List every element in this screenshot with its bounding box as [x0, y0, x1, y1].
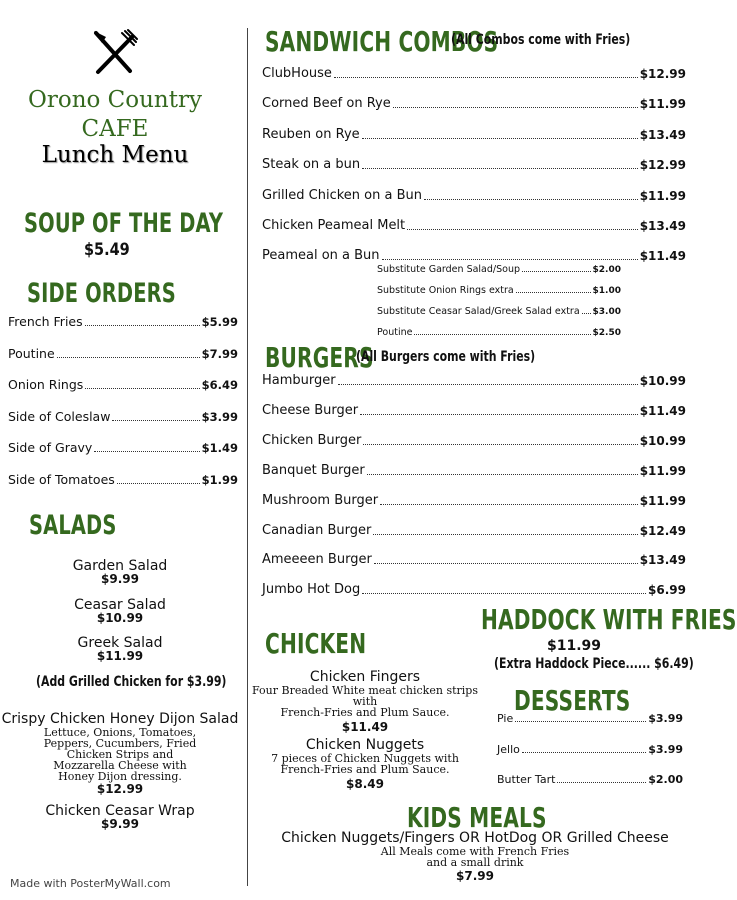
- chicken-item-desc: Four Breaded White meat chicken strips with French-Fries and Plum Sauce.: [252, 684, 478, 719]
- item-name: Butter Tart: [497, 773, 556, 786]
- item-price: $1.49: [201, 441, 238, 455]
- dot-leader: [522, 752, 646, 753]
- dot-leader: [112, 420, 199, 421]
- substitution-row: [377, 327, 621, 338]
- item-price: $13.49: [639, 553, 686, 568]
- item-name: Mushroom Burger: [262, 492, 379, 508]
- sandwich-row: [262, 66, 686, 81]
- chicken-nuggets: [250, 737, 480, 791]
- salad-item: [20, 558, 220, 586]
- item-price: $11.49: [639, 249, 686, 264]
- item-name: Substitute Onion Rings extra: [377, 285, 514, 296]
- item-name: Side of Tomatoes: [8, 471, 115, 487]
- item-price: $3.99: [648, 742, 683, 756]
- item-name: ClubHouse: [262, 66, 332, 81]
- item-price: $3.00: [592, 307, 621, 317]
- footer-credit: Made with PosterMyWall.com: [10, 877, 171, 890]
- item-price: $13.49: [639, 219, 686, 233]
- dot-leader: [338, 384, 638, 385]
- side-orders-heading: SIDE ORDERS: [27, 278, 176, 309]
- dessert-row: [497, 712, 683, 725]
- burger-row: [262, 403, 686, 418]
- sandwich-row: [262, 127, 686, 142]
- chicken-item-price: $11.49: [341, 720, 389, 734]
- dot-leader: [373, 534, 637, 535]
- item-price: $10.99: [639, 374, 686, 388]
- dot-leader: [362, 138, 638, 139]
- chicken-item-name: Chicken Fingers: [309, 669, 421, 685]
- dot-leader: [407, 229, 638, 230]
- side-order-row: [8, 409, 238, 424]
- burger-row: [262, 373, 686, 388]
- item-price: $2.00: [648, 773, 683, 786]
- item-name: Onion Rings: [8, 377, 84, 392]
- kids-meals-heading: KIDS MEALS: [407, 801, 547, 834]
- sandwich-row: [262, 157, 686, 172]
- dot-leader: [85, 325, 200, 326]
- sandwich-row: [262, 96, 686, 111]
- item-price: $2.50: [592, 328, 621, 338]
- item-name: Hamburger: [262, 373, 336, 388]
- burger-row: [262, 552, 686, 567]
- salads-heading: SALADS: [29, 510, 117, 541]
- cafe-name-line1: Orono Country: [28, 87, 202, 113]
- sandwich-combos-heading: SANDWICH COMBOS: [265, 25, 499, 58]
- sandwich-row: [262, 218, 686, 233]
- wrap-name: Chicken Ceasar Wrap: [45, 803, 195, 819]
- item-price: $12.99: [639, 67, 686, 81]
- desserts-heading: DESSERTS: [514, 684, 631, 717]
- item-name: Jumbo Hot Dog: [262, 582, 361, 598]
- kids-meals-price: $7.99: [456, 869, 494, 883]
- substitution-row: [377, 264, 621, 275]
- burgers-heading: BURGERS: [265, 341, 374, 374]
- dot-leader: [382, 259, 638, 260]
- burger-row: [262, 493, 686, 508]
- dot-leader: [424, 199, 638, 200]
- kids-meals-block: [260, 830, 690, 883]
- dot-leader: [557, 782, 646, 783]
- dot-leader: [516, 292, 591, 293]
- salad-item: [20, 597, 220, 625]
- chicken-heading: CHICKEN: [265, 627, 367, 660]
- wrap-price: $9.99: [101, 817, 139, 831]
- item-price: $13.49: [639, 127, 686, 142]
- dot-leader: [374, 563, 638, 564]
- dot-leader: [57, 357, 200, 358]
- kids-meals-title: Chicken Nuggets/Fingers OR HotDog OR Grilled Cheese: [281, 830, 669, 846]
- haddock-extra: (Extra Haddock Piece...... $6.49): [494, 656, 694, 672]
- item-price: $11.99: [639, 493, 686, 508]
- item-price: $7.99: [201, 346, 238, 361]
- sandwich-row: [262, 188, 686, 203]
- ceasar-wrap: [0, 803, 240, 831]
- item-price: $10.99: [639, 433, 686, 448]
- column-divider: [247, 28, 248, 886]
- salad-addon-note: (Add Grilled Chicken for $3.99): [36, 674, 227, 690]
- dot-leader: [363, 444, 637, 445]
- haddock-heading: HADDOCK WITH FRIES: [481, 603, 737, 636]
- sandwich-combos-note: (All Combos come with Fries): [451, 32, 631, 48]
- item-price: $3.99: [648, 712, 683, 725]
- dessert-row: [497, 743, 683, 756]
- item-price: $1.00: [592, 286, 621, 296]
- item-name: Reuben on Rye: [262, 126, 360, 142]
- item-name: Canadian Burger: [262, 522, 372, 538]
- item-price: $11.99: [639, 463, 686, 478]
- side-order-row: [8, 377, 238, 392]
- soup-price: $5.49: [84, 240, 130, 260]
- item-price: $2.00: [592, 265, 621, 275]
- dot-leader: [334, 77, 638, 78]
- burger-row: [262, 433, 686, 448]
- dot-leader: [362, 593, 646, 594]
- item-name: Jello: [497, 742, 520, 756]
- side-order-row: [8, 314, 238, 329]
- kids-meals-desc: All Meals come with French Fries and a small drink: [380, 845, 570, 869]
- substitution-row: [377, 285, 621, 296]
- item-name: Cheese Burger: [262, 402, 359, 418]
- item-name: Side of Coleslaw: [8, 408, 111, 424]
- item-name: Steak on a bun: [262, 157, 361, 173]
- item-name: Peameal on a Bun: [262, 248, 380, 264]
- item-name: Poutine: [377, 327, 413, 338]
- honey-dijon-salad: [0, 711, 240, 796]
- dot-leader: [522, 271, 591, 272]
- dot-leader: [380, 504, 638, 505]
- salad-price: $11.99: [96, 649, 144, 663]
- chicken-fingers: [250, 669, 480, 734]
- cafe-name-line2: CAFE: [81, 116, 149, 142]
- menu-subtitle: Lunch Menu: [41, 142, 189, 168]
- item-price: $12.99: [639, 158, 686, 173]
- burger-row: [262, 523, 686, 538]
- chicken-item-name: Chicken Nuggets: [305, 737, 425, 753]
- item-price: $6.99: [648, 583, 686, 598]
- side-order-row: [8, 472, 238, 487]
- item-price: $5.99: [201, 315, 238, 329]
- fork-knife-icon: [92, 29, 138, 75]
- side-order-row: [8, 346, 238, 361]
- salad-price: $9.99: [101, 572, 139, 586]
- item-name: Substitute Ceasar Salad/Greek Salad extra: [377, 306, 580, 317]
- item-price: $11.99: [639, 188, 686, 203]
- cafe-name: [10, 86, 220, 144]
- dot-leader: [360, 414, 638, 415]
- item-price: $6.49: [201, 378, 238, 392]
- dot-leader: [117, 483, 200, 484]
- special-salad-desc: Lettuce, Onions, Tomatoes, Peppers, Cucumbers, Fried Chicken Strips and Mozzarella Cheese with Honey Dijon dressing.: [43, 726, 197, 783]
- burgers-note: (All Burgers come with Fries): [356, 349, 536, 365]
- item-price: $12.49: [639, 523, 686, 538]
- dot-leader: [393, 107, 638, 108]
- item-name: Corned Beef on Rye: [262, 96, 391, 112]
- substitution-row: [377, 306, 621, 317]
- item-price: $11.99: [639, 97, 686, 112]
- salad-price: $10.99: [96, 611, 144, 625]
- item-name: Side of Gravy: [8, 440, 93, 455]
- dot-leader: [362, 168, 638, 169]
- item-name: Chicken Burger: [262, 432, 362, 448]
- salad-name: Garden Salad: [72, 558, 168, 574]
- haddock-price: $11.99: [546, 638, 602, 654]
- soup-heading: SOUP OF THE DAY: [24, 208, 224, 239]
- special-salad-name: Crispy Chicken Honey Dijon Salad: [1, 711, 239, 727]
- dessert-row: [497, 773, 683, 786]
- salad-item: [20, 635, 220, 663]
- special-salad-price: $12.99: [96, 782, 144, 796]
- dot-leader: [515, 721, 646, 722]
- item-name: Poutine: [8, 345, 55, 361]
- item-name: Grilled Chicken on a Bun: [262, 187, 422, 203]
- dot-leader: [94, 451, 199, 452]
- item-name: Chicken Peameal Melt: [262, 218, 406, 233]
- item-price: $3.99: [201, 409, 238, 424]
- burger-row: [262, 582, 686, 597]
- item-name: Substitute Garden Salad/Soup: [377, 264, 521, 275]
- item-name: Pie: [497, 712, 514, 725]
- chicken-item-price: $8.49: [346, 777, 384, 791]
- item-name: French Fries: [8, 314, 83, 329]
- item-name: Ameeeen Burger: [262, 552, 372, 568]
- dot-leader: [85, 388, 199, 389]
- dot-leader: [367, 474, 638, 475]
- item-price: $11.49: [639, 403, 686, 418]
- chicken-item-desc: 7 pieces of Chicken Nuggets with French-Fries and Plum Sauce.: [271, 752, 459, 776]
- side-order-row: [8, 440, 238, 455]
- sandwich-row: [262, 248, 686, 263]
- dot-leader: [582, 313, 591, 314]
- salad-name: Ceasar Salad: [74, 597, 166, 613]
- item-price: $1.99: [201, 472, 238, 487]
- salad-name: Greek Salad: [77, 635, 163, 651]
- item-name: Banquet Burger: [262, 462, 365, 478]
- dot-leader: [414, 334, 590, 335]
- burger-row: [262, 463, 686, 478]
